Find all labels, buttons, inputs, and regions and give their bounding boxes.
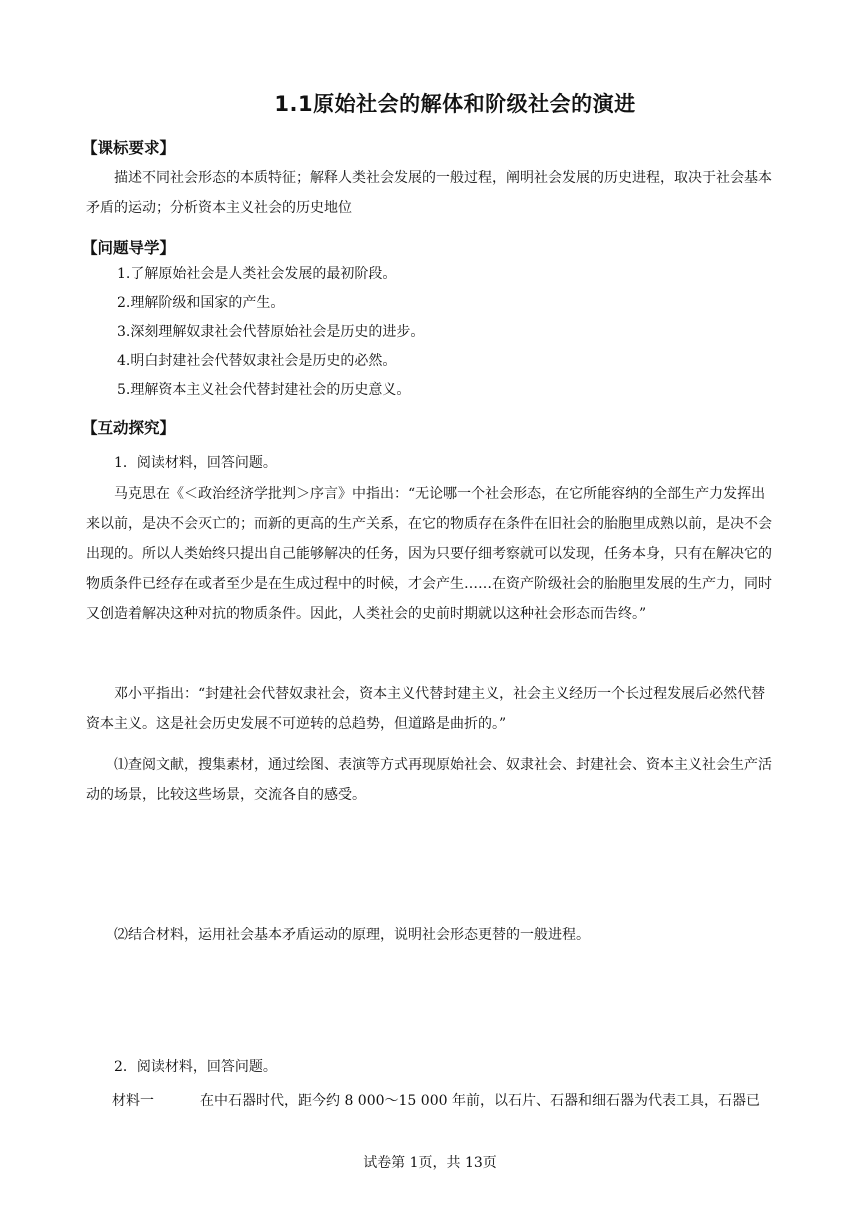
question-2-intro: 2．阅读材料，回答问题。: [114, 1059, 277, 1075]
guide-item-1: 1.了解原始社会是人类社会发展的最初阶段。: [117, 266, 397, 282]
guide-heading: 【问题导学】: [82, 239, 176, 257]
question-1-sub-1: ⑴查阅文献，搜集素材，通过绘图、表演等方式再现原始社会、奴隶社会、封建社会、资本主义社会生产活动的场景，比较这些场景，交流各自的感受。: [86, 757, 772, 803]
page-title: 1.1原始社会的解体和阶级社会的演进: [274, 92, 636, 116]
guide-item-4: 4.明白封建社会代替奴隶社会是历史的必然。: [117, 353, 397, 369]
curriculum-heading: 【课标要求】: [82, 139, 176, 157]
curriculum-text: 描述不同社会形态的本质特征；解释人类社会发展的一般过程，阐明社会发展的历史进程，取决于社会基本矛盾的运动；分析资本主义社会的历史地位: [86, 170, 772, 216]
guide-item-2: 2.理解阶级和国家的产生。: [117, 295, 285, 311]
material-text: 在中石器时代，距今约 8 000～15 000 年前，以石片、石器和细石器为代表工具，石器已: [200, 1093, 760, 1109]
question-1-material-marx: 马克思在《＜政治经济学批判＞序言》中指出：“无论哪一个社会形态，在它所能容纳的全部生产力发挥出来以前，是决不会灭亡的；而新的更高的生产关系，在它的物质存在条件在旧社会的胎胞里成熟以前，是决不会出现的。所以人类始终只提出自己能够解决的任务，因为只要仔细考察就可以发现，任务本身，只有在解决它的物质条件已经存在或者至少是在生成过程中的时候，才会产生……在资产阶级社会的胎胞里发展的生产力，同时又创造着解决这种对抗的物质条件。因此，人类社会的史前时期就以这种社会形态而告终。”: [86, 486, 772, 622]
material-label: 材料一: [112, 1093, 154, 1109]
guide-item-3: 3.深刻理解奴隶社会代替原始社会是历史的进步。: [117, 324, 425, 340]
explore-heading: 【互动探究】: [82, 419, 176, 437]
page-footer: 试卷第 1页，共 13页: [363, 1155, 497, 1171]
question-2-material-1: [112, 1086, 792, 1116]
question-1-sub-2: ⑵结合材料，运用社会基本矛盾运动的原理，说明社会形态更替的一般进程。: [114, 927, 590, 943]
question-1-intro: 1．阅读材料，回答问题。: [114, 455, 277, 471]
guide-item-5: 5.理解资本主义社会代替封建社会的历史意义。: [117, 382, 411, 398]
question-1-material-deng: 邓小平指出：“封建社会代替奴隶社会，资本主义代替封建主义，社会主义经历一个长过程发展后必然代替资本主义。这是社会历史发展不可逆转的总趋势，但道路是曲折的。”: [86, 686, 766, 732]
